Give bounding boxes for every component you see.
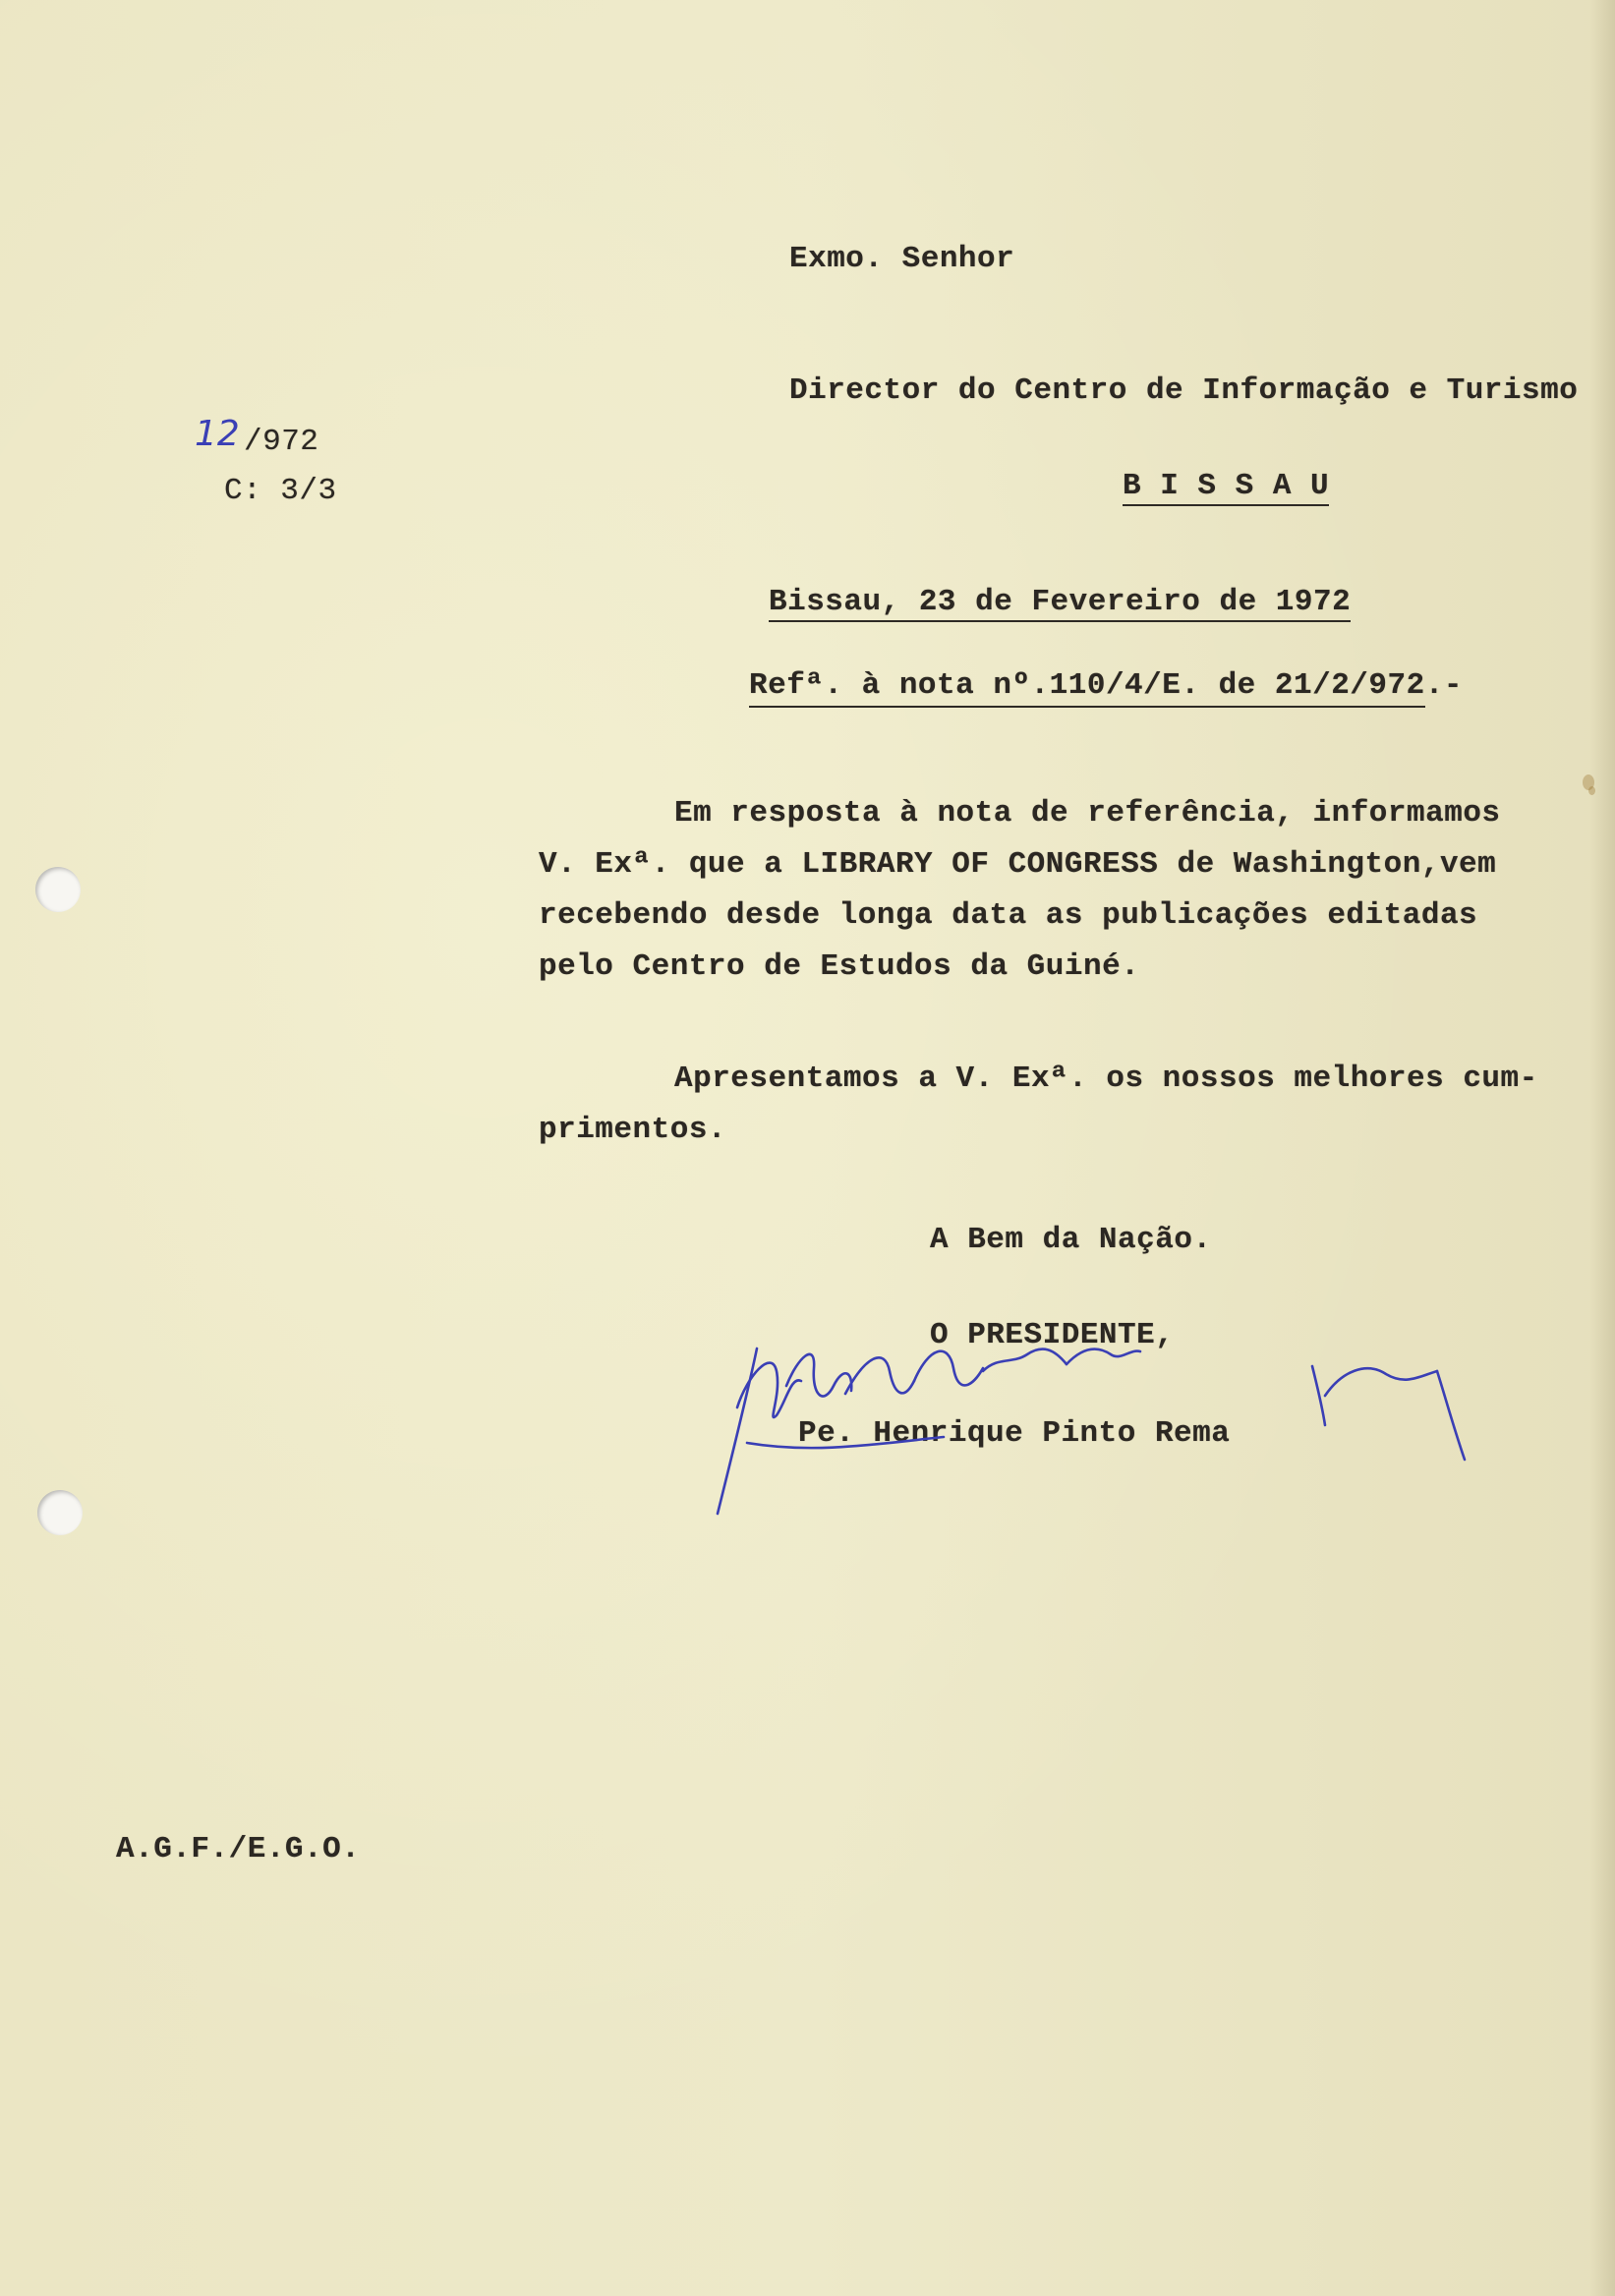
addressee-city: B I S S A U [1123,471,1329,506]
typist-initials: A.G.F./E.G.O. [116,1832,361,1866]
reference-tail: .- [1424,668,1463,703]
paper-edge-shadow [1589,0,1615,2296]
body-line: V. Exª. que a LIBRARY OF CONGRESS de Washington,vem [539,847,1497,882]
margin-note-number: 12 [195,414,240,454]
signer-name: Pe. Henrique Pinto Rema [798,1416,1231,1451]
margin-note-code: C: 3/3 [224,474,337,508]
letter-date: Bissau, 23 de Fevereiro de 1972 [769,587,1351,622]
addressee: Director do Centro de Informação e Turismo [789,373,1579,408]
paper-stain [1588,786,1595,795]
body-line: primentos. [539,1113,727,1147]
punch-hole-top [35,867,81,912]
body-line: recebendo desde longa data as publicações editadas [539,898,1478,933]
body-line: Em resposta à nota de referência, informamos [674,796,1501,831]
punch-hole-bottom [37,1490,83,1535]
reference-text: Refª. à nota nº.110/4/E. de 21/2/972 [749,668,1425,708]
signer-title: O PRESIDENTE, [930,1318,1175,1352]
body-line: pelo Centro de Estudos da Guiné. [539,949,1140,984]
closing: A Bem da Nação. [930,1223,1212,1257]
margin-note-year: /972 [244,425,319,459]
salutation: Exmo. Senhor [789,242,1015,276]
body-line: Apresentamos a V. Exª. os nossos melhores cum- [674,1062,1538,1096]
reference-line [749,670,1463,701]
